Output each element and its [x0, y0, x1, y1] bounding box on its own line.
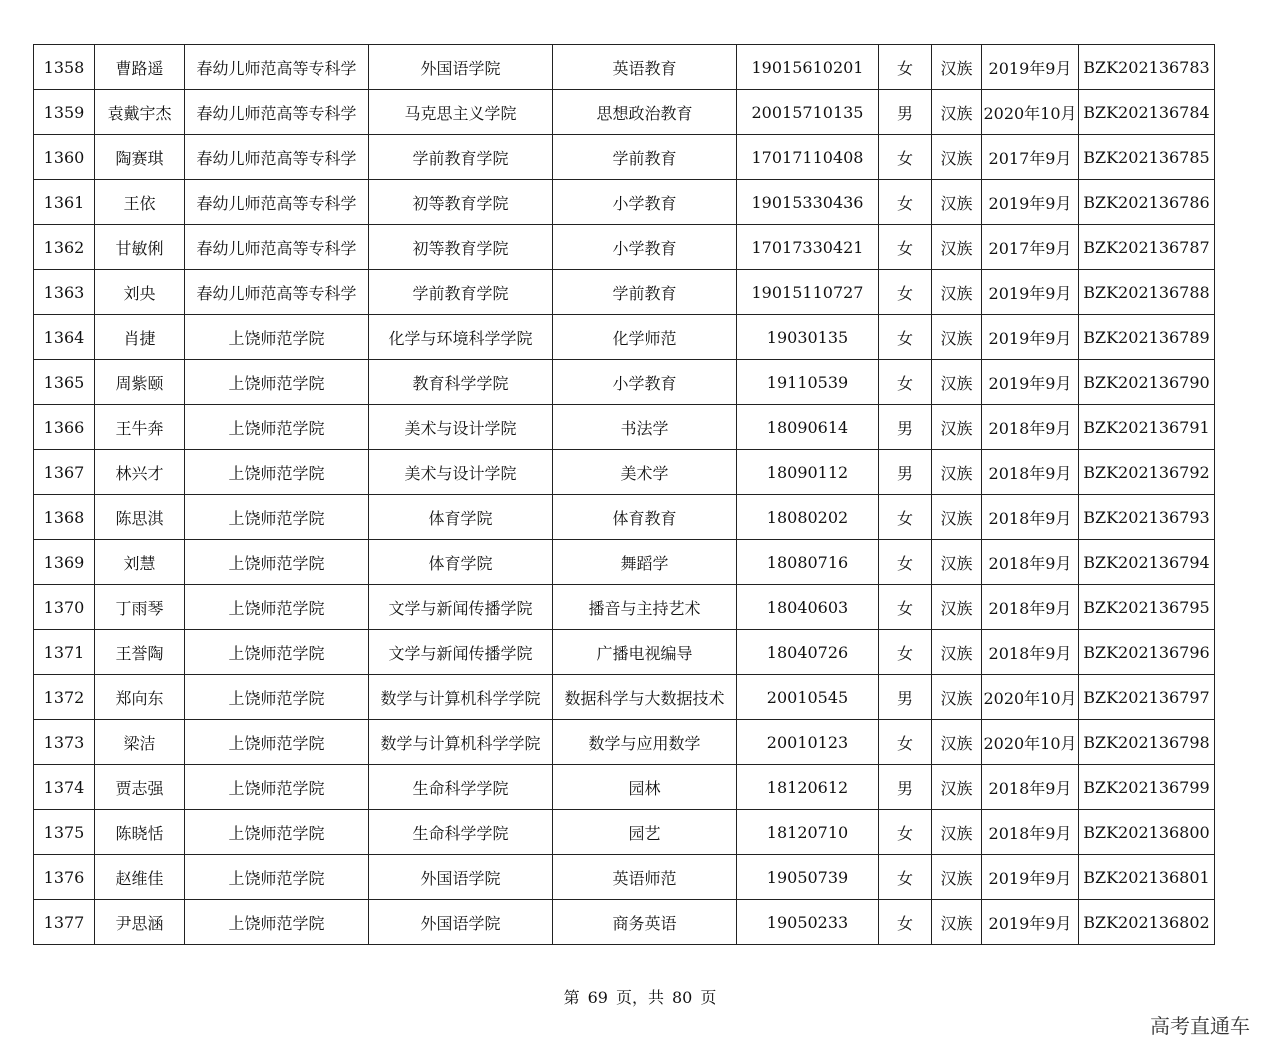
table-row [34, 900, 1215, 945]
cell-enroll-date: 2018年9月 [982, 405, 1079, 450]
cell-gender: 女 [879, 360, 932, 405]
cell-cert-number: BZK202136801 [1079, 855, 1215, 900]
cell-ethnicity: 汉族 [932, 360, 982, 405]
cell-gender: 女 [879, 225, 932, 270]
cell-ethnicity: 汉族 [932, 45, 982, 90]
table-row [34, 45, 1215, 90]
cell-college: 文学与新闻传播学院 [369, 585, 553, 630]
cell-ethnicity: 汉族 [932, 855, 982, 900]
footer-suffix: 页 [700, 988, 717, 1007]
cell-student-id: 19030135 [737, 315, 879, 360]
cell-cert-number: BZK202136799 [1079, 765, 1215, 810]
cell-enroll-date: 2018年9月 [982, 540, 1079, 585]
table-row [34, 765, 1215, 810]
cell-seq: 1360 [34, 135, 95, 180]
cell-gender: 女 [879, 45, 932, 90]
cell-school: 上饶师范学院 [185, 630, 369, 675]
cell-enroll-date: 2017年9月 [982, 135, 1079, 180]
cell-student-id: 19050739 [737, 855, 879, 900]
cell-enroll-date: 2018年9月 [982, 450, 1079, 495]
cell-major: 园林 [553, 765, 737, 810]
cell-seq: 1359 [34, 90, 95, 135]
cell-school: 上饶师范学院 [185, 810, 369, 855]
cell-cert-number: BZK202136789 [1079, 315, 1215, 360]
cell-major: 数学与应用数学 [553, 720, 737, 765]
cell-major: 化学师范 [553, 315, 737, 360]
cell-gender: 女 [879, 135, 932, 180]
cell-gender: 男 [879, 405, 932, 450]
cell-cert-number: BZK202136802 [1079, 900, 1215, 945]
cell-ethnicity: 汉族 [932, 450, 982, 495]
cell-student-id: 18120710 [737, 810, 879, 855]
cell-student-id: 19015610201 [737, 45, 879, 90]
cell-student-id: 18090614 [737, 405, 879, 450]
cell-student-id: 19015110727 [737, 270, 879, 315]
cell-name: 郑向东 [95, 675, 185, 720]
table-row [34, 675, 1215, 720]
cell-seq: 1373 [34, 720, 95, 765]
cell-major: 广播电视编导 [553, 630, 737, 675]
cell-gender: 女 [879, 720, 932, 765]
cell-student-id: 18120612 [737, 765, 879, 810]
cell-student-id: 19015330436 [737, 180, 879, 225]
cell-student-id: 18080716 [737, 540, 879, 585]
cell-ethnicity: 汉族 [932, 720, 982, 765]
cell-seq: 1371 [34, 630, 95, 675]
cell-major: 体育教育 [553, 495, 737, 540]
cell-enroll-date: 2019年9月 [982, 900, 1079, 945]
footer-page-number: 69 [587, 988, 608, 1007]
cell-major: 小学教育 [553, 180, 737, 225]
cell-enroll-date: 2017年9月 [982, 225, 1079, 270]
cell-name: 丁雨琴 [95, 585, 185, 630]
cell-school: 上饶师范学院 [185, 900, 369, 945]
cell-name: 陈思淇 [95, 495, 185, 540]
cell-gender: 女 [879, 900, 932, 945]
cell-name: 周紫颐 [95, 360, 185, 405]
cell-gender: 女 [879, 270, 932, 315]
cell-seq: 1362 [34, 225, 95, 270]
cell-ethnicity: 汉族 [932, 90, 982, 135]
cell-college: 美术与设计学院 [369, 405, 553, 450]
cell-school: 春幼儿师范高等专科学 [185, 180, 369, 225]
cell-college: 生命科学学院 [369, 810, 553, 855]
cell-school: 上饶师范学院 [185, 540, 369, 585]
table-row [34, 495, 1215, 540]
cell-school: 上饶师范学院 [185, 720, 369, 765]
cell-gender: 女 [879, 315, 932, 360]
cell-school: 春幼儿师范高等专科学 [185, 135, 369, 180]
footer-middle: 页，共 [615, 988, 664, 1007]
cell-enroll-date: 2018年9月 [982, 585, 1079, 630]
cell-college: 马克思主义学院 [369, 90, 553, 135]
cell-cert-number: BZK202136786 [1079, 180, 1215, 225]
table-row [34, 810, 1215, 855]
cell-seq: 1364 [34, 315, 95, 360]
cell-major: 播音与主持艺术 [553, 585, 737, 630]
cell-ethnicity: 汉族 [932, 810, 982, 855]
cell-major: 小学教育 [553, 225, 737, 270]
cell-cert-number: BZK202136792 [1079, 450, 1215, 495]
cell-college: 初等教育学院 [369, 180, 553, 225]
cell-enroll-date: 2018年9月 [982, 630, 1079, 675]
cell-college: 学前教育学院 [369, 135, 553, 180]
table-row [34, 315, 1215, 360]
cell-major: 学前教育 [553, 270, 737, 315]
cell-name: 梁洁 [95, 720, 185, 765]
cell-cert-number: BZK202136800 [1079, 810, 1215, 855]
cell-ethnicity: 汉族 [932, 405, 982, 450]
cell-major: 学前教育 [553, 135, 737, 180]
cell-major: 书法学 [553, 405, 737, 450]
roster-body [34, 45, 1215, 945]
cell-cert-number: BZK202136796 [1079, 630, 1215, 675]
cell-enroll-date: 2020年10月 [982, 675, 1079, 720]
cell-ethnicity: 汉族 [932, 630, 982, 675]
cell-seq: 1367 [34, 450, 95, 495]
cell-cert-number: BZK202136794 [1079, 540, 1215, 585]
cell-enroll-date: 2019年9月 [982, 45, 1079, 90]
cell-major: 英语教育 [553, 45, 737, 90]
cell-school: 上饶师范学院 [185, 675, 369, 720]
cell-cert-number: BZK202136787 [1079, 225, 1215, 270]
cell-ethnicity: 汉族 [932, 495, 982, 540]
cell-school: 春幼儿师范高等专科学 [185, 225, 369, 270]
cell-college: 数学与计算机科学学院 [369, 675, 553, 720]
cell-ethnicity: 汉族 [932, 675, 982, 720]
cell-gender: 男 [879, 450, 932, 495]
table-row [34, 360, 1215, 405]
cell-gender: 女 [879, 585, 932, 630]
cell-name: 林兴才 [95, 450, 185, 495]
cell-enroll-date: 2018年9月 [982, 810, 1079, 855]
footer-prefix: 第 [563, 988, 580, 1007]
cell-name: 陈晓恬 [95, 810, 185, 855]
cell-major: 思想政治教育 [553, 90, 737, 135]
cell-ethnicity: 汉族 [932, 585, 982, 630]
cell-cert-number: BZK202136791 [1079, 405, 1215, 450]
footer-total-pages: 80 [672, 988, 693, 1007]
cell-cert-number: BZK202136798 [1079, 720, 1215, 765]
cell-major: 舞蹈学 [553, 540, 737, 585]
cell-ethnicity: 汉族 [932, 135, 982, 180]
cell-college: 化学与环境科学学院 [369, 315, 553, 360]
table-row [34, 720, 1215, 765]
cell-name: 肖捷 [95, 315, 185, 360]
cell-major: 商务英语 [553, 900, 737, 945]
cell-name: 王牛奔 [95, 405, 185, 450]
cell-college: 外国语学院 [369, 45, 553, 90]
cell-cert-number: BZK202136790 [1079, 360, 1215, 405]
cell-college: 体育学院 [369, 495, 553, 540]
cell-enroll-date: 2019年9月 [982, 270, 1079, 315]
cell-seq: 1375 [34, 810, 95, 855]
cell-school: 春幼儿师范高等专科学 [185, 270, 369, 315]
cell-school: 上饶师范学院 [185, 855, 369, 900]
cell-college: 教育科学学院 [369, 360, 553, 405]
cell-school: 上饶师范学院 [185, 765, 369, 810]
table-row [34, 225, 1215, 270]
cell-major: 小学教育 [553, 360, 737, 405]
cell-name: 王誉陶 [95, 630, 185, 675]
cell-enroll-date: 2018年9月 [982, 765, 1079, 810]
cell-seq: 1361 [34, 180, 95, 225]
watermark-text: 高考直通车 [1150, 1014, 1250, 1038]
cell-name: 尹思涵 [95, 900, 185, 945]
cell-student-id: 19050233 [737, 900, 879, 945]
cell-school: 上饶师范学院 [185, 405, 369, 450]
table-row [34, 135, 1215, 180]
cell-name: 贾志强 [95, 765, 185, 810]
cell-name: 袁戴宇杰 [95, 90, 185, 135]
table-row [34, 90, 1215, 135]
cell-gender: 女 [879, 495, 932, 540]
cell-college: 学前教育学院 [369, 270, 553, 315]
cell-cert-number: BZK202136784 [1079, 90, 1215, 135]
table-row [34, 405, 1215, 450]
cell-gender: 女 [879, 540, 932, 585]
cell-seq: 1369 [34, 540, 95, 585]
cell-enroll-date: 2020年10月 [982, 720, 1079, 765]
cell-college: 外国语学院 [369, 900, 553, 945]
cell-major: 园艺 [553, 810, 737, 855]
cell-school: 上饶师范学院 [185, 315, 369, 360]
cell-cert-number: BZK202136788 [1079, 270, 1215, 315]
table-row [34, 585, 1215, 630]
cell-enroll-date: 2020年10月 [982, 90, 1079, 135]
cell-ethnicity: 汉族 [932, 180, 982, 225]
cell-seq: 1374 [34, 765, 95, 810]
table-row [34, 180, 1215, 225]
table-row [34, 630, 1215, 675]
cell-school: 上饶师范学院 [185, 450, 369, 495]
cell-cert-number: BZK202136793 [1079, 495, 1215, 540]
table-row [34, 855, 1215, 900]
cell-college: 生命科学学院 [369, 765, 553, 810]
table-row [34, 450, 1215, 495]
cell-school: 上饶师范学院 [185, 360, 369, 405]
cell-enroll-date: 2018年9月 [982, 495, 1079, 540]
cell-name: 王依 [95, 180, 185, 225]
cell-gender: 女 [879, 630, 932, 675]
cell-enroll-date: 2019年9月 [982, 360, 1079, 405]
cell-seq: 1370 [34, 585, 95, 630]
cell-student-id: 18040603 [737, 585, 879, 630]
cell-ethnicity: 汉族 [932, 270, 982, 315]
cell-seq: 1363 [34, 270, 95, 315]
cell-school: 春幼儿师范高等专科学 [185, 45, 369, 90]
cell-seq: 1368 [34, 495, 95, 540]
cell-ethnicity: 汉族 [932, 540, 982, 585]
cell-name: 赵维佳 [95, 855, 185, 900]
cell-name: 曹路遥 [95, 45, 185, 90]
cell-college: 外国语学院 [369, 855, 553, 900]
cell-gender: 女 [879, 180, 932, 225]
cell-ethnicity: 汉族 [932, 315, 982, 360]
cell-college: 初等教育学院 [369, 225, 553, 270]
roster-table [33, 44, 1215, 945]
cell-student-id: 18040726 [737, 630, 879, 675]
cell-major: 英语师范 [553, 855, 737, 900]
cell-enroll-date: 2019年9月 [982, 180, 1079, 225]
cell-college: 文学与新闻传播学院 [369, 630, 553, 675]
cell-enroll-date: 2019年9月 [982, 855, 1079, 900]
cell-student-id: 18090112 [737, 450, 879, 495]
cell-gender: 女 [879, 810, 932, 855]
cell-cert-number: BZK202136785 [1079, 135, 1215, 180]
cell-ethnicity: 汉族 [932, 765, 982, 810]
cell-name: 刘慧 [95, 540, 185, 585]
cell-seq: 1377 [34, 900, 95, 945]
cell-student-id: 17017110408 [737, 135, 879, 180]
cell-student-id: 20010123 [737, 720, 879, 765]
cell-major: 美术学 [553, 450, 737, 495]
cell-student-id: 17017330421 [737, 225, 879, 270]
cell-name: 陶赛琪 [95, 135, 185, 180]
cell-gender: 男 [879, 765, 932, 810]
cell-seq: 1358 [34, 45, 95, 90]
cell-college: 数学与计算机科学学院 [369, 720, 553, 765]
cell-seq: 1366 [34, 405, 95, 450]
cell-school: 上饶师范学院 [185, 585, 369, 630]
cell-name: 甘敏俐 [95, 225, 185, 270]
cell-cert-number: BZK202136797 [1079, 675, 1215, 720]
table-row [34, 540, 1215, 585]
cell-cert-number: BZK202136795 [1079, 585, 1215, 630]
page-footer [0, 985, 1280, 1008]
cell-cert-number: BZK202136783 [1079, 45, 1215, 90]
table-row [34, 270, 1215, 315]
cell-name: 刘央 [95, 270, 185, 315]
cell-student-id: 18080202 [737, 495, 879, 540]
cell-school: 春幼儿师范高等专科学 [185, 90, 369, 135]
cell-major: 数据科学与大数据技术 [553, 675, 737, 720]
cell-college: 体育学院 [369, 540, 553, 585]
cell-college: 美术与设计学院 [369, 450, 553, 495]
cell-student-id: 20010545 [737, 675, 879, 720]
cell-seq: 1372 [34, 675, 95, 720]
cell-student-id: 19110539 [737, 360, 879, 405]
cell-gender: 女 [879, 855, 932, 900]
cell-seq: 1365 [34, 360, 95, 405]
cell-ethnicity: 汉族 [932, 900, 982, 945]
cell-enroll-date: 2019年9月 [982, 315, 1079, 360]
cell-student-id: 20015710135 [737, 90, 879, 135]
cell-seq: 1376 [34, 855, 95, 900]
cell-ethnicity: 汉族 [932, 225, 982, 270]
cell-gender: 男 [879, 675, 932, 720]
cell-gender: 男 [879, 90, 932, 135]
cell-school: 上饶师范学院 [185, 495, 369, 540]
